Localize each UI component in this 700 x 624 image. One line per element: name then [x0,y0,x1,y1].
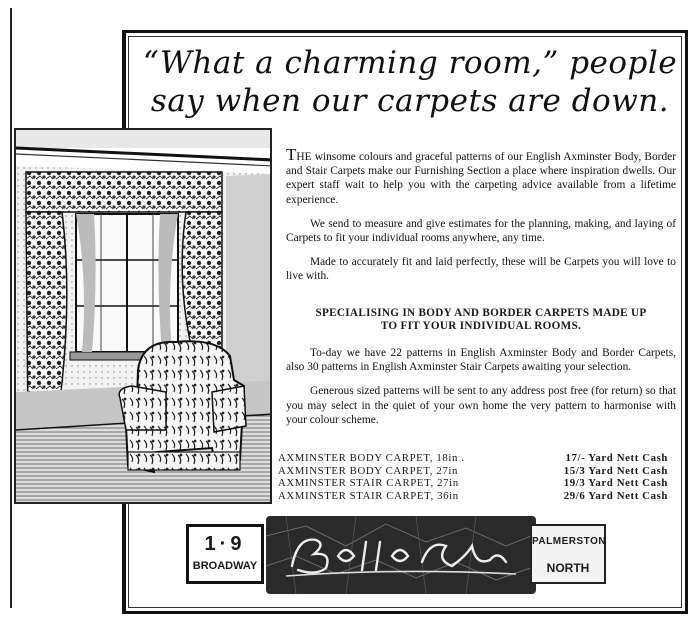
price-row [278,490,668,503]
paragraph-patterns-post-free: Generous sized patterns will be sent to any address post free (for return) so that you may select in the quiet of your own home the very pattern to harmonise with your colour scheme. [286,385,676,426]
room-illustration [14,128,272,504]
headline [140,44,680,120]
subhead-line-1: SPECIALISING IN BODY AND BORDER CARPETS MADE UP [315,307,647,319]
price-value: 17/- Yard Nett Cash [565,452,668,464]
price-item: AXMINSTER STAIR CARPET, 36in [278,489,459,502]
room-with-armchair-drawing [16,130,272,504]
patterns-copy [286,346,676,437]
address-number: 1·9 [204,533,246,555]
drop-cap: T [286,145,297,164]
intro-copy [286,145,676,294]
price-row [278,452,668,465]
paragraph-patterns-count: To-day we have 22 patterns in English Axminster Body and Border Carpets, also 30 patterns in English Axminster Stair Carpets awaiting your selection. [286,347,676,374]
subhead-line-2: TO FIT YOUR INDIVIDUAL ROOMS. [380,320,582,332]
headline-line-1: “What a charming room,” people [142,45,678,81]
paragraph-measure-estimates: We send to measure and give estimates for the planning, making, and laying of Carpets to fit your individual rooms anywhere, any time. [286,217,676,245]
price-item: AXMINSTER BODY CARPET, 18in . [278,452,465,464]
location-region: NORTH [546,561,590,575]
paragraph-furnishing-section [286,145,676,207]
price-value: 29/6 Yard Nett Cash [563,489,668,502]
price-item: AXMINSTER BODY CARPET, 27in [278,464,458,477]
location-tag [530,524,606,584]
address-box [186,524,264,584]
price-list [278,452,668,502]
paragraph-made-to-fit: Made to accurately fit and laid perfectly, these will be Carpets you will love to live with. [286,256,676,283]
store-logo-signature [276,526,526,588]
location-city: PALMERSTON [532,536,607,547]
price-item: AXMINSTER STAIR CARPET, 27in [278,477,459,490]
outer-column-rule [10,8,12,608]
price-value: 19/3 Yard Nett Cash [563,477,668,490]
store-name-script-logo [276,526,526,582]
price-row [278,477,668,490]
address-street: BROADWAY [192,560,258,572]
price-value: 15/3 Yard Nett Cash [563,464,668,477]
paragraph-1-text: HE winsome colours and graceful patterns of our English Axminster Body, Border and Stair Carpets make our Furnishing Section a place where inspiration dwells. Our expert staff wait to help you with the carpeting advice available from a lifetime experience. [286,151,676,206]
specialising-subhead [286,307,676,333]
price-row [278,465,668,478]
headline-line-2: say when our carpets are down. [150,83,670,119]
